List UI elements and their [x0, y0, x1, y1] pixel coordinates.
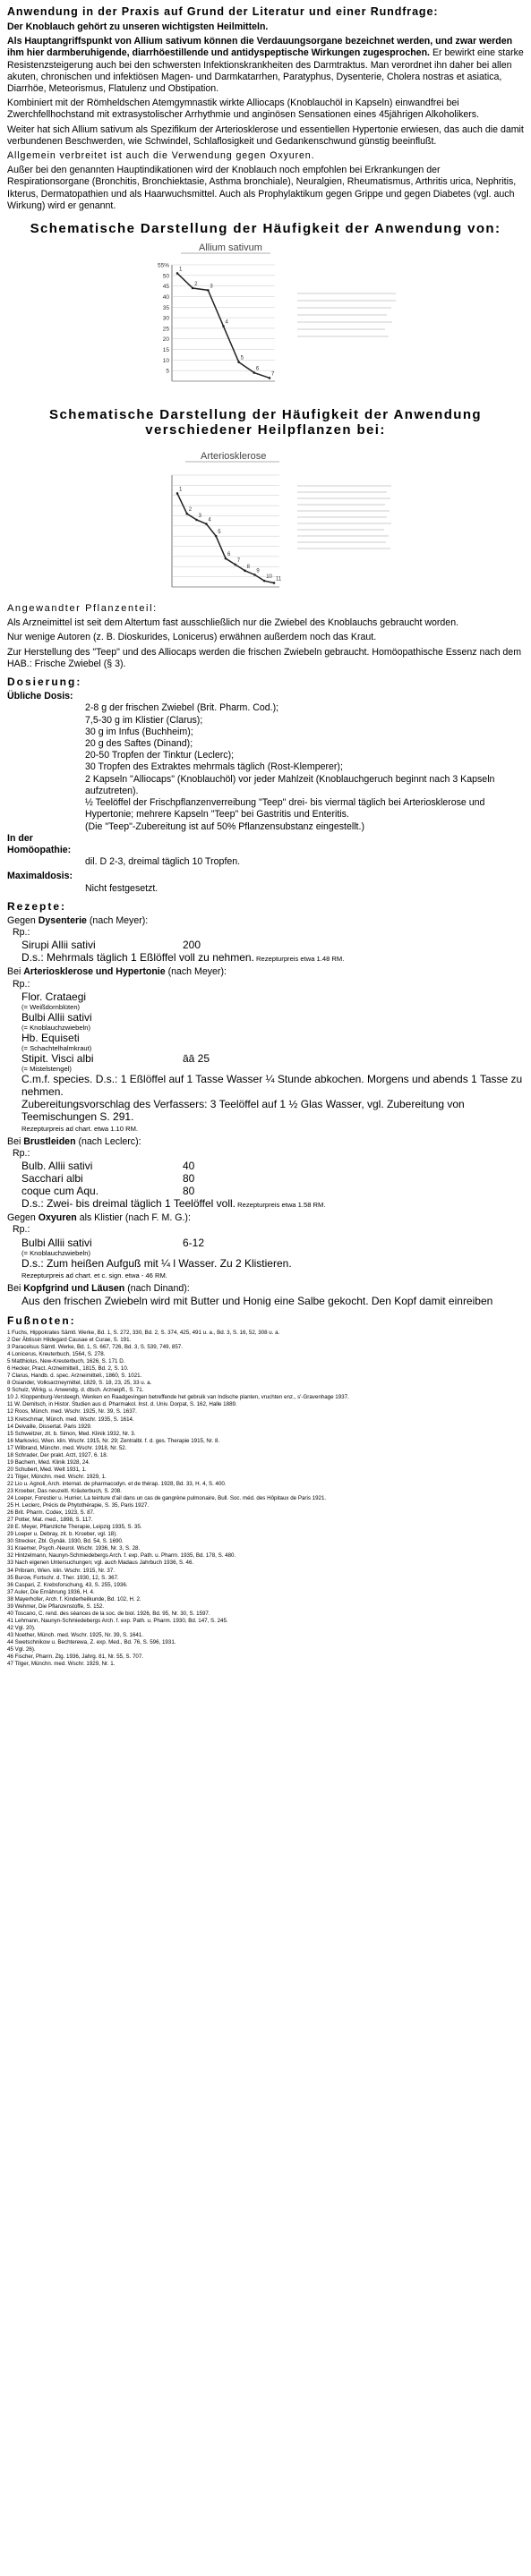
chart2-heading: Schematische Darstellung der Häufigkeit der Anwendung verschiedener Heilpflanzen bei: [49, 407, 482, 438]
ingredient-name: coque cum Aqu. [21, 1185, 99, 1198]
recipe-prefix: Gegen [7, 914, 39, 926]
ingredient-amount: 200 [183, 939, 201, 952]
ingredient-name: Sirupi Allii sativi [21, 939, 96, 952]
point-label: 3 [209, 284, 213, 290]
recipe-instruction: C.m.f. species. D.s.: 1 Eßlöffel auf 1 Tasse Wasser ¼ Stunde abkochen. Morgens und abends 1 Tasse zu nehmen. [21, 1072, 523, 1098]
data-point [224, 557, 227, 560]
footnote-item: 20 Schubert, Med. Welt 1931, 1. [7, 1466, 87, 1473]
footnote-item: 42 Vgl. 20). [7, 1624, 36, 1631]
footnote-item: 14 Delvaille, Dissertat. Paris 1929. [7, 1423, 92, 1430]
rp-label: Rp.: [13, 978, 30, 990]
point-label: 5 [240, 355, 244, 361]
footnote-item: 7 Clarus, Handb. d. spec. Arzneimittell., 1860, S. 1021. [7, 1373, 142, 1380]
point-label: 9 [255, 568, 260, 574]
dose-line: (Die "Teep"-Zubereitung ist auf 50% Pflanzensubstanz eingestellt.) [85, 820, 364, 832]
point-label: 10 [265, 574, 272, 581]
footnote-item: 18 Schrader, Der prakt. Arzt, 1927, 6. 18. [7, 1451, 108, 1458]
footnote-item: 39 Wehmer, Die Pflanzenstoffe, S. 152. [7, 1603, 105, 1610]
ingredient-row [21, 990, 524, 1003]
chart-allium-sativum [118, 238, 414, 395]
point-label: 1 [178, 487, 182, 493]
data-point [176, 272, 178, 275]
footnote-item: 29 Loeper u. Debray, zit. b. Kroeber, vgl. 18). [7, 1531, 118, 1538]
dose-line: 2-8 g der frischen Zwiebel (Brit. Pharm. Cod.); [85, 702, 279, 714]
point-label: 7 [236, 558, 240, 565]
ingredient-translation: (= Weißdornblüten) [21, 1002, 81, 1011]
chart1-marks [176, 268, 274, 379]
footnote-item: 19 Bachem, Med. Klinik 1928, 24. [7, 1458, 90, 1466]
plant-part-heading: Angewandter Pflanzenteil: [7, 603, 158, 615]
footnote-item: 15 Schweitzer, zit. b. Simon, Med. Klinik 1932, Nr. 3. [7, 1430, 136, 1437]
y-tick-label: 50 [162, 273, 169, 280]
footnote-item: 33 Nach eigenen Untersuchungen; vgl. auch Madaus Jahrbuch 1936, S. 46. [7, 1560, 194, 1567]
dosierung-table [7, 691, 524, 894]
ingredient-name: Bulbi Allii sativi [21, 1010, 92, 1024]
ingredient-translation: (= Knoblauchzwiebeln) [21, 1023, 91, 1032]
footnote-item: 4 Lonicerus, Kreuterbuch, 1564, S. 278. [7, 1351, 106, 1358]
footnote-item: 13 Kretschmar, Münch. med. Wschr. 1935, S. 1614. [7, 1416, 134, 1423]
recipe-indication: Oxyuren [38, 1212, 77, 1224]
ingredient-row [21, 1185, 524, 1197]
footnote-item: 38 Mayerhofer, Arch. f. Kinderheilkunde, Bd. 102, H. 2. [7, 1595, 141, 1603]
homoeo-label: In der Homöopathie: [7, 832, 72, 855]
recipe-instruction: D.s.: Zwei- bis dreimal täglich 1 Teelöffel voll. [21, 1197, 236, 1211]
footnote-item: 12 Roos, Münch. med. Wschr. 1925, Nr. 39, S. 1637. [7, 1408, 137, 1416]
ingredient-row [21, 1237, 524, 1249]
y-tick-label: 15 [162, 347, 169, 354]
point-label: 8 [246, 564, 250, 570]
recipe-source: (nach Meyer): [86, 914, 149, 926]
footnote-item: 30 Strecker, Zbl. Gynäk. 1930, Bd. 54, S. 1690. [7, 1538, 124, 1545]
plant-part-p3: Zur Herstellung des "Teep" und des Alliocaps werden die frischen Zwiebeln gebraucht. Homöopathische Essenz nach dem HAB.: Frische Zwiebel (§ 3). [7, 646, 522, 669]
recipe-price: Rezepturpreis ad chart. et c. sign. etwa - 46 RM. [21, 1271, 167, 1279]
footnote-item: 10 J. Kloppenburg-Versteegh, Wenken en Raadgevingen betreffende het gebruik van Indische planten, vruchten enz., s'-Gravenhage 1937. [7, 1394, 349, 1401]
dose-line: 30 g im Infus (Buchheim); [85, 726, 193, 737]
footnotes-list [7, 1330, 524, 1668]
footnote-item: 6 Hecker, Pract. Arzneimittell., 1815, Bd. 2, S. 10. [7, 1365, 129, 1373]
footnote-item: 26 Brit. Pharm. Codex, 1923, S. 87. [7, 1509, 95, 1517]
footnote-item: 2 Der Äbtissin Hildegard Causae et Curae, S. 191. [7, 1337, 132, 1343]
data-point [205, 523, 208, 525]
ingredient-translation: (= Mistelstengel) [21, 1064, 72, 1073]
ingredient-amount: āā 25 [183, 1051, 210, 1065]
footnote-item: 40 Toscano, C. rend. des séances de la soc. de biol. 1926, Bd. 95, Nr. 30, S. 1597. [7, 1610, 210, 1617]
footnote-item: 21 Tilger, Münchn. med. Wschr. 1929, 1. [7, 1473, 107, 1480]
max-value: Nicht festgesetzt. [85, 882, 158, 894]
y-tick-label: 45 [162, 284, 169, 291]
ingredient-amount: 6-12 [183, 1236, 205, 1249]
dose-line: 7,5-30 g im Klistier (Clarus); [85, 714, 203, 726]
ingredient-row [21, 1160, 524, 1172]
chart1-heading: Schematische Darstellung der Häufigkeit der Anwendung von: [30, 221, 501, 237]
data-point [191, 287, 193, 290]
y-tick-label: 25 [162, 326, 169, 333]
ingredient-name: Stipit. Visci albi [21, 1051, 94, 1065]
data-point [237, 361, 240, 363]
rp-label: Rp.: [13, 1224, 30, 1236]
recipe-ds [21, 1197, 524, 1211]
footnote-item: 16 Markovici, Wien. klin. Wschr. 1915, Nr. 29; Zentralbl. f. d. ges. Therapie 1915, Nr. 8. [7, 1437, 220, 1444]
dose-line: ½ Teelöffel der Frischpflanzenverreibung "Teep" drei- bis viermal täglich bei Arteriosklerose und Hypertonie; mehrere Kapseln "Teep" bei Gastritis und Enteritis. [85, 797, 485, 820]
max-label: Maximaldosis: [7, 871, 73, 882]
footnote-item: 5 Matthiolus, New-Kreuterbuch, 1626, S. 171 D. [7, 1358, 125, 1365]
ingredient-row [21, 1032, 524, 1044]
recipe-ds [21, 951, 524, 965]
data-point [195, 519, 198, 522]
dosierung-heading: Dosierung: [7, 676, 82, 689]
dose-line: 20-50 Tropfen der Tinktur (Leclerc); [85, 750, 235, 761]
ingredient-row [21, 1052, 524, 1065]
footnote-item: 45 Vgl. 26). [7, 1646, 36, 1654]
dose-line: 30 Tropfen des Extraktes mehrmals täglich (Rost-Klemperer); [85, 761, 343, 773]
point-label: 1 [178, 267, 182, 273]
rezepte-heading: Rezepte: [7, 899, 67, 913]
recipe-source: als Klistier (nach F. M. G.): [76, 1212, 191, 1224]
recipe-source: (nach Meyer): [165, 966, 227, 978]
footnote-item: 17 Wilbrand, Münchn. med. Wschr. 1918, Nr. 52. [7, 1444, 127, 1451]
recipe-instruction: D.s.: Zum heißen Aufguß mit ¼ l Wasser. Zu 2 Klistieren. [21, 1256, 292, 1270]
chart1-legend [297, 293, 396, 336]
footnote-item: 35 Burow, Fortschr. d. Ther. 1930, 12, S. 367. [7, 1574, 119, 1581]
point-label: 2 [188, 507, 192, 514]
paragraph-digestive-rest: Er bewirkt eine starke Resistenzsteigerung auch bei den schwersten Infektionskrankheiten des Darmtraktus. Man verordnet ihn daher bei allen akuten, chronischen und infektiösen Magen- und Darmkatarrhen, Paratyphus, Dysenterie, Cholera nostras et asiatica, Diarrhöe, Meteorismus, Flatulenz und Obstipation. [7, 47, 524, 95]
chart1-label: Allium sativum [198, 242, 262, 254]
recipe-dysenterie-head [7, 915, 524, 927]
data-point [234, 564, 236, 566]
ingredient-amount: 40 [183, 1160, 195, 1173]
footnote-item: 3 Paracelsus Sämtl. Werke, Bd. 1, S. 667, 726, Bd. 3, S. 539, 749, 857. [7, 1344, 183, 1351]
chart2-label: Arteriosklerose [200, 451, 266, 463]
paragraph-arteriosclerosis: Weiter hat sich Allium sativum als Spezifikum der Arteriosklerose und essentiellen Hypertonie erwiesen, das auch die damit verbundenen Beschwerden, wie Schwindel, Schlaflosigkeit und Gedankenschwund günstig beeinflußt. [7, 123, 524, 147]
rp-label: Rp.: [13, 927, 30, 939]
footnote-item: 11 W. Demitsch, in Histor. Studien aus d. Pharmakol. Inst. d. Univ. Dorpat, S. 162, Halle 1889. [7, 1401, 237, 1408]
footnote-item: 9 Schulz, Wirkg. u. Anwendg. d. dtsch. Arzneipfl., S. 71. [7, 1387, 144, 1394]
recipe-indication: Kopfgrind und Läusen [23, 1282, 125, 1294]
series-line [177, 494, 274, 583]
recipe-indication: Dysenterie [38, 914, 87, 926]
ingredient-row [21, 1172, 524, 1185]
ingredient-amount: 80 [183, 1172, 195, 1186]
data-point [222, 325, 225, 327]
recipe-prefix: Bei [7, 966, 24, 978]
lead-sentence: Der Knoblauch gehört zu unseren wichtigsten Heilmitteln. [7, 21, 269, 32]
footnote-item: 37 Auler, Die Ernährung 1936, H. 4. [7, 1588, 95, 1595]
dose-line: 20 g des Saftes (Dinand); [85, 738, 193, 750]
footnote-item: 34 Pribram, Wien. klin. Wschr. 1915, Nr. 37. [7, 1567, 116, 1574]
data-point [176, 492, 178, 495]
footnote-item: 24 Loeper, Forestier u. Hurrier, La teinture d'ail dans un cas de gangrène pulmonaire, Bull. Soc. méd. des Hôpitaux de Paris 1921. [7, 1495, 327, 1502]
point-label: 2 [193, 282, 198, 288]
plant-part-p1: Als Arzneimittel ist seit dem Altertum fast ausschließlich nur die Zwiebel des Knoblauchs gebraucht worden. [7, 617, 459, 629]
y-tick-label: 10 [162, 357, 169, 364]
recipe-brust-head [7, 1136, 524, 1148]
point-label: 4 [207, 517, 211, 523]
footnote-item: 25 H. Leclerc, Précis de Phytothérapie, S. 35, Paris 1927. [7, 1502, 150, 1509]
footnote-item: 27 Potter, Mat. med., 1898, S. 117. [7, 1517, 93, 1524]
point-label: 4 [225, 319, 228, 326]
recipe-instruction: D.s.: Mehrmals täglich 1 Eßlöffel voll zu nehmen. [21, 951, 254, 965]
paragraph-other-indications: Außer bei den genannten Hauptindikationen wird der Knoblauch noch empfohlen bei Erkrankungen der Respirationsorgane (Bronchitis, Bronchiektasie, Asthma bronchiale), Neuralgien, Rheumatismus, Arthritis urica, Nephritis, Ikterus, Dermatopathien und als Haarwuchsmittel. Auch als Prophylaktikum gegen Grippe und gegen Diabetes (vgl. auch Wirkung) wird er genannt. [7, 165, 517, 211]
recipe-indication: Arteriosklerose und Hypertonie [23, 966, 166, 978]
point-label: 5 [217, 530, 221, 536]
footnote-item: 46 Fischer, Pharm. Ztg. 1936, Jahrg. 81, Nr. 55, S. 707. [7, 1654, 144, 1661]
ingredient-row [21, 1011, 524, 1024]
footnote-item: 44 Swetschnikow u. Bechterewa, Z. exp. Med., Bd. 76, S. 596, 1931. [7, 1638, 176, 1645]
footnote-item: 28 E. Meyer, Pflanzliche Therapie, Leipzig 1935, S. 35. [7, 1524, 142, 1531]
y-tick-label: 30 [162, 315, 169, 322]
recipe-instruction: Aus den frischen Zwiebeln wird mit Butter und Honig eine Salbe gekocht. Den Kopf damit einreiben [21, 1294, 493, 1307]
paragraph-digestive-bold: Als Hauptangriffspunkt von Allium sativum können die Verdauungsorgane bezeichnet werden, und zwar werden ihm hier darmberuhigende, diarrhöestillende und antidyspeptische Wirkungen zugesprochen. [7, 36, 513, 59]
point-label: 6 [227, 552, 230, 558]
section-title: Anwendung in der Praxis auf Grund der Literatur und einer Rundfrage: [7, 5, 439, 18]
recipe-kopfgrind-head [7, 1283, 524, 1295]
chart-arteriosklerose [118, 439, 414, 596]
recipe-price: Rezepturpreis etwa 1.58 RM. [236, 1201, 326, 1210]
footnotes-heading: Fußnoten: [7, 1314, 76, 1327]
chart1-axes [157, 263, 274, 382]
data-point [268, 377, 270, 379]
point-label: 7 [270, 371, 274, 378]
data-point [214, 535, 217, 538]
ingredient-name: Bulbi Allii sativi [21, 1236, 92, 1249]
data-point [207, 289, 210, 292]
data-point [253, 371, 255, 374]
point-label: 11 [275, 576, 281, 582]
recipe-source: (nach Dinand): [124, 1282, 190, 1294]
recipe-price: Rezepturpreis ad chart. etwa 1.10 RM. [21, 1124, 138, 1133]
footnote-item: 36 Caspari, Z. Krebsforschung, 43, S. 255, 1936. [7, 1581, 128, 1588]
footnote-item: 31 Kraemer, Psych.-Neurol. Wschr. 1936, Nr. 3, S. 28. [7, 1545, 141, 1552]
footnote-item: 22 Lio u. Agnoli, Arch. internat. de pharmacodyn. et de thérap. 1928, Bd. 33, H. 4, S. 400. [7, 1480, 227, 1487]
data-point [272, 582, 275, 584]
y-tick-label: 40 [162, 294, 169, 302]
ingredient-name: Bulb. Allii sativi [21, 1160, 93, 1173]
ingredient-name: Sacchari albi [21, 1172, 83, 1186]
ingredient-row [21, 939, 524, 951]
data-point [253, 574, 256, 576]
ueblich-lines [79, 702, 524, 832]
chart2-axes [172, 475, 279, 587]
footnote-item: 32 Hintzelmann, Naunyn-Schmiedebergs Arch. f. exp. Path. u. Pharm. 1935, Bd. 178, S. 480. [7, 1552, 236, 1560]
recipe-suggestion: Zubereitungsvorschlag des Verfassers: 3 Teelöffel auf 1 ½ Glas Wasser, vgl. Zubereitung von Teemischungen S. 291. [21, 1097, 465, 1123]
point-label: 3 [198, 514, 201, 520]
ingredient-translation: (= Schachtelhalmkraut) [21, 1043, 92, 1052]
y-tick-label: 55% [157, 262, 169, 269]
footnote-item: 41 Lehmann, Naunyn-Schmiedebergs Arch. f. exp. Path. u. Pharm. 1930, Bd. 147, S. 245. [7, 1617, 228, 1624]
ingredient-name: Flor. Crataegi [21, 990, 87, 1003]
ingredient-amount: 80 [183, 1185, 195, 1198]
dose-line: 2 Kapseln "Alliocaps" (Knoblauchöl) vor jeder Mahlzeit (Knoblauchgeruch beginnt nach 3 Kapseln aufzutreten). [85, 773, 495, 796]
recipe-arterio-head [7, 966, 524, 978]
y-tick-label: 35 [162, 304, 169, 311]
footnote-item: 43 Noether, Münch. med. Wschr. 1925, Nr. 39, S. 1641. [7, 1631, 144, 1638]
data-point [244, 570, 246, 573]
chart2-legend [297, 486, 391, 548]
chart2-marks [176, 488, 281, 584]
y-tick-label: 5 [165, 368, 169, 375]
paragraph-oxyuren: Allgemein verbreitet ist auch die Verwendung gegen Oxyuren. [7, 150, 315, 162]
paragraph-digestive [7, 36, 524, 95]
y-tick-label: 20 [162, 336, 169, 344]
footnote-item: 8 Osiander, Volksarzneymittel, 1829, S. 18, 23, 25, 33 u. a. [7, 1380, 152, 1387]
ingredient-translation: (= Knoblauchzwiebeln) [21, 1248, 91, 1257]
data-point [185, 513, 188, 515]
recipe-prefix: Bei [7, 1282, 24, 1294]
footnote-item: 47 Tilger, Münchn. med. Wschr. 1929, Nr. 1. [7, 1661, 116, 1668]
ingredient-name: Hb. Equiseti [21, 1031, 80, 1044]
footnote-item: 23 Kroeber, Das neuzeitl. Kräuterbuch, S. 208. [7, 1487, 122, 1494]
plant-part-p2: Nur wenige Autoren (z. B. Dioskurides, Lonicerus) erwähnen außerdem noch das Kraut. [7, 632, 377, 643]
recipe-indication: Brustleiden [23, 1135, 76, 1147]
data-point [262, 580, 265, 582]
recipe-prefix: Bei [7, 1135, 24, 1147]
point-label: 6 [255, 366, 259, 372]
paragraph-roemheld: Kombiniert mit der Römheldschen Atemgymnastik wirkte Alliocaps (Knoblauchöl in Kapseln) einwandfrei bei Zwerchfellhochstand mit extrasystolischer Arrhythmie und anginösen Sensationen eines 45jährigen Alkoholikers. [7, 98, 480, 121]
footnote-item: 1 Fuchs, Hippokrates Sämtl. Werke, Bd. 1, S. 272, 330, Bd. 2, S. 374, 425, 491 u. a., Bd. 3, S. 16, 52, 308 u. a. [7, 1329, 280, 1336]
homoeo-value: dil. D 2-3, dreimal täglich 10 Tropfen. [85, 856, 241, 868]
ueblich-label: Übliche Dosis: [7, 691, 73, 702]
recipe-source: (nach Leclerc): [75, 1135, 141, 1147]
recipe-price: Rezepturpreis etwa 1.48 RM. [253, 955, 345, 964]
recipe-prefix: Gegen [7, 1212, 39, 1224]
rp-label: Rp.: [13, 1147, 30, 1159]
recipe-oxyuren-head [7, 1212, 524, 1224]
